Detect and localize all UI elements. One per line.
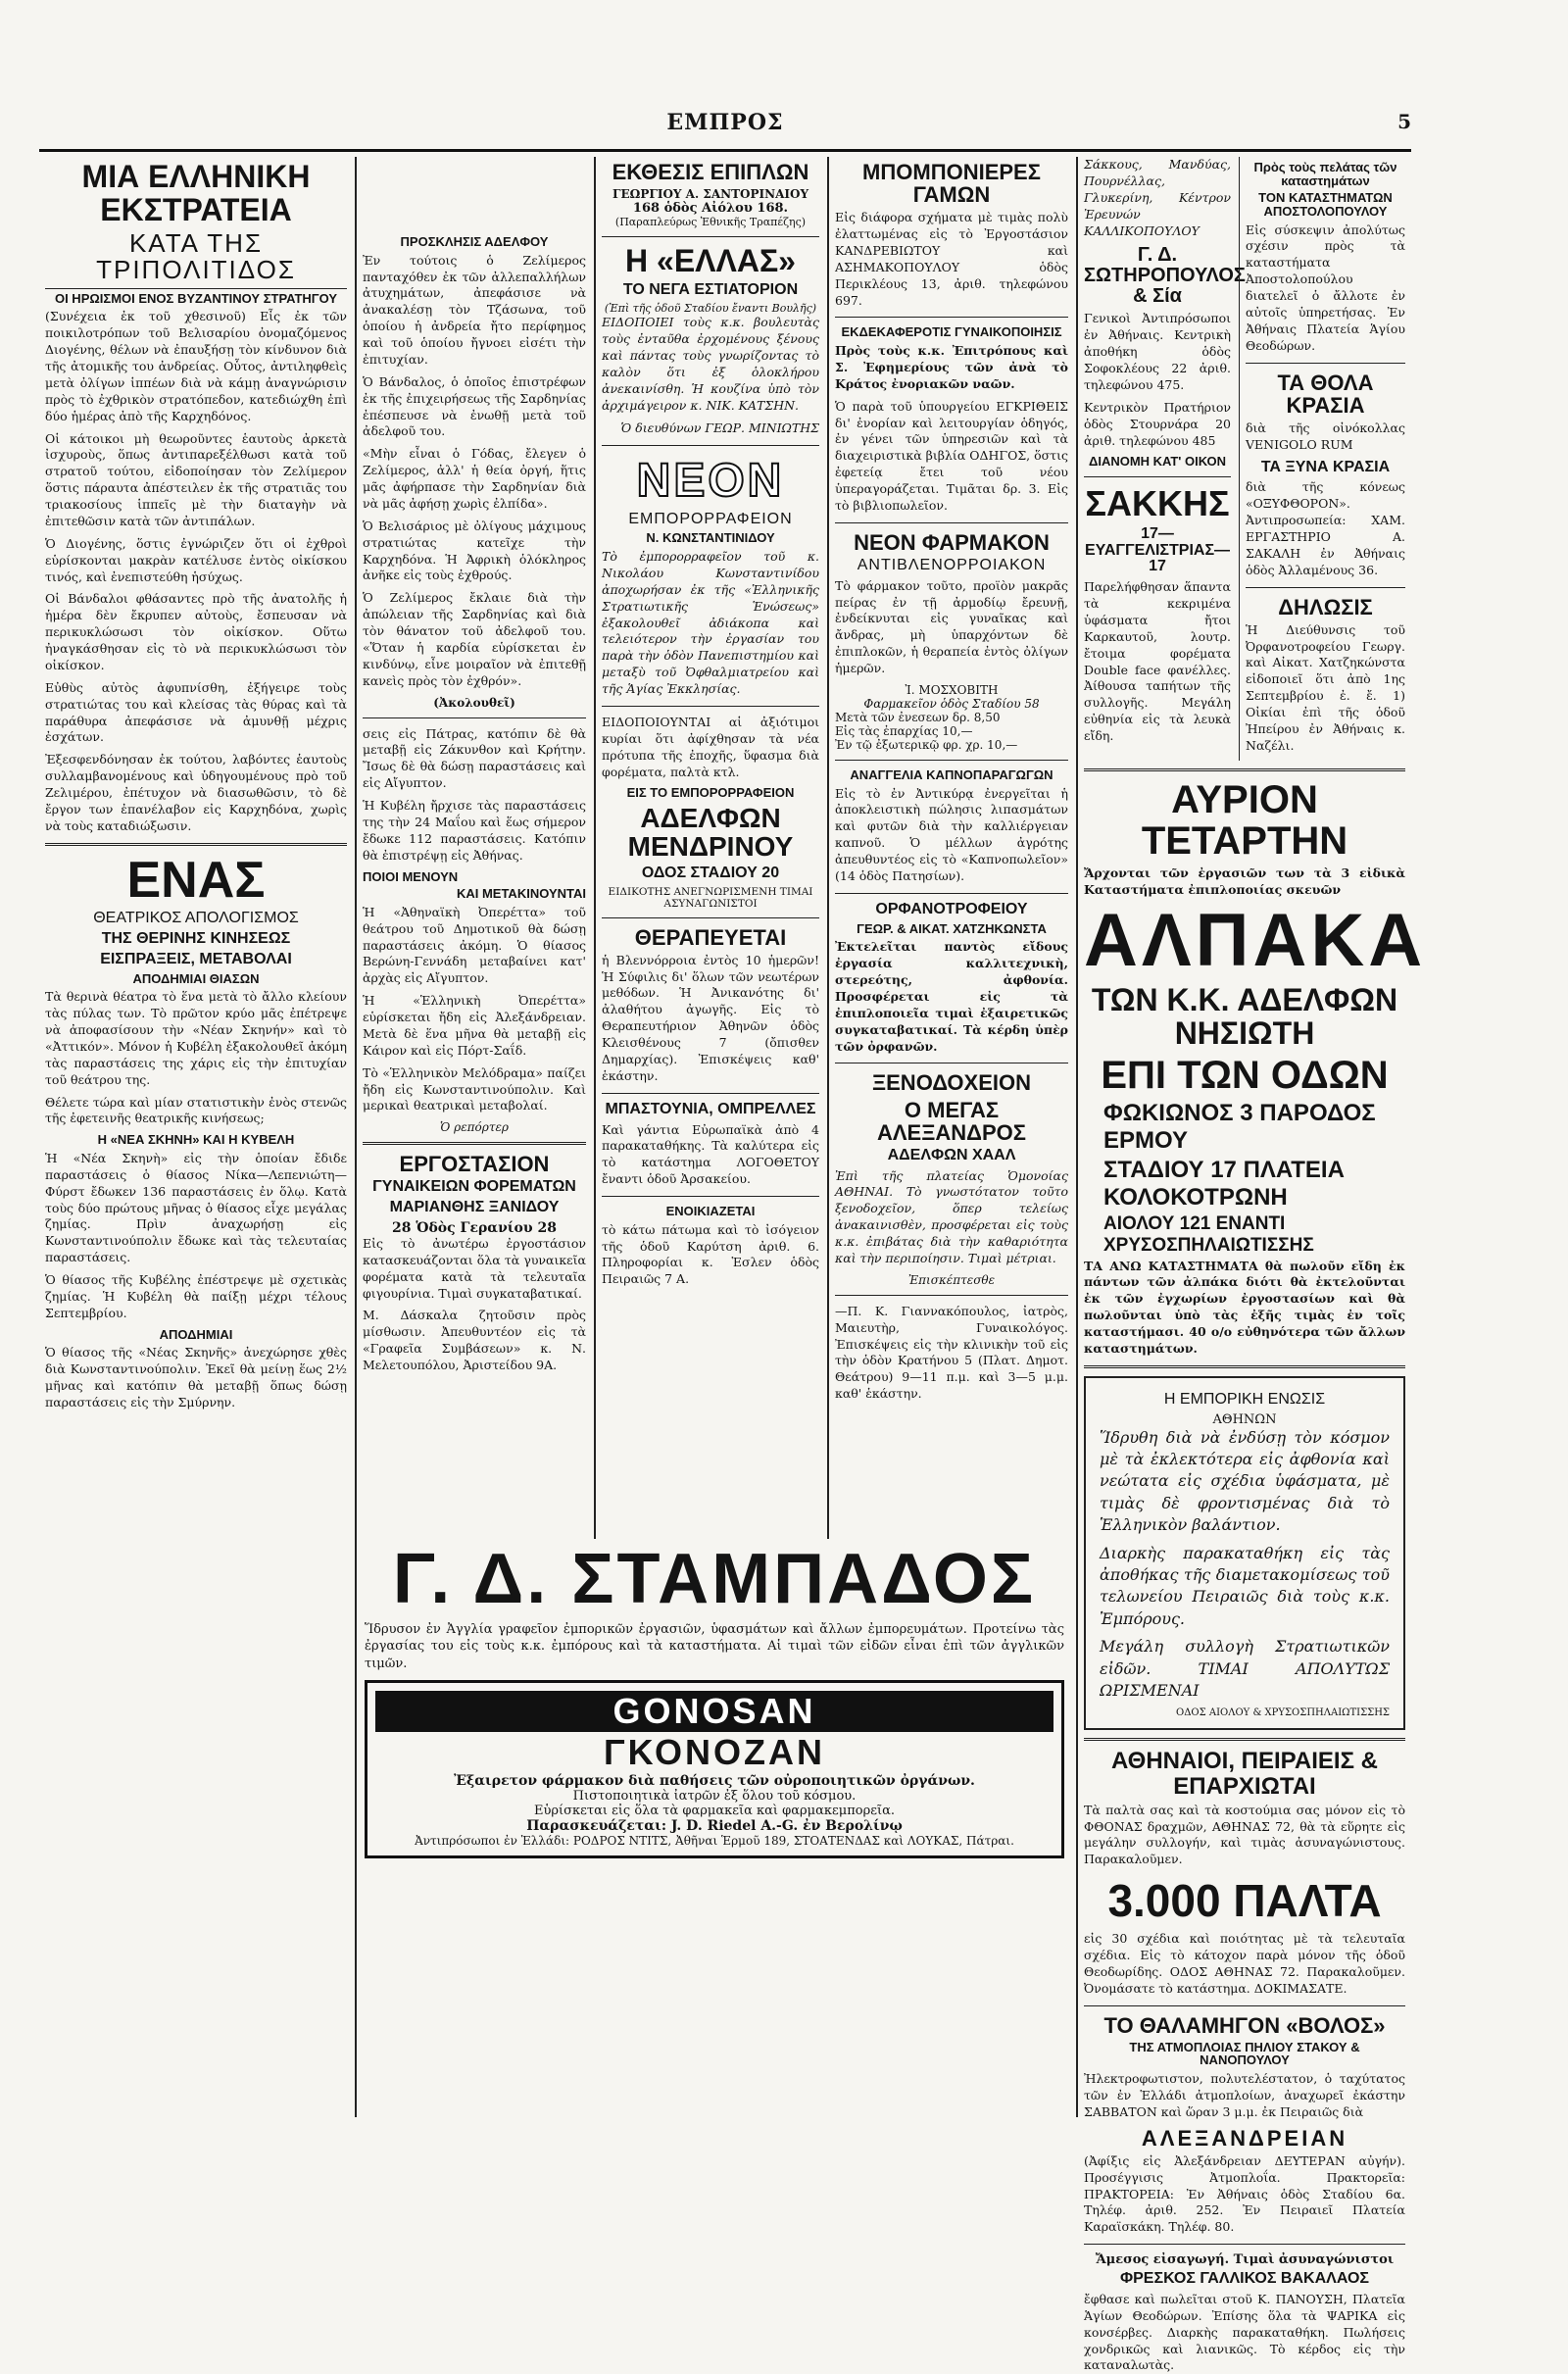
ad-headline: ΜΑΡΙΑΝΘΗΣ ΞΑΝΙΔΟΥ: [389, 1199, 560, 1216]
ad-text: Ἐξαιρετον φάρμακον διὰ παθήσεις τῶν οὐροποιητικῶν ὀργάνων.: [454, 1773, 975, 1790]
ad-subheadline: ΤΑ ΞΥΝΑ ΚΡΑΣΙΑ: [1260, 458, 1391, 475]
ad-subheadline: ΤΩΝ Κ.Κ. ΑΔΕΛΦΩΝ ΝΗΣΙΩΤΗ: [1091, 982, 1398, 1051]
ad-text: Εἰς τὸ ἀνωτέρω ἐργοστάσιον κατασκευάζονται ὅλα τὰ γυναικεῖα φορέματα κατὰ τὰ τελευταῖα φιγουρίνια. Τιμαὶ συγκαταβατικαί.: [363, 1235, 586, 1301]
ad-headline: Ο ΜΕΓΑΣ ΑΛΕΞΑΝΔΡΟΣ: [877, 1097, 1026, 1145]
ad-subheadline: ΤΟΝ ΚΑΤΑΣΤΗΜΑΤΩΝ ΑΠΟΣΤΟΛΟΠΟΥΛΟΥ: [1258, 190, 1393, 219]
ad-headline: ΕΡΓΟΣΤΑΣΙΟΝ: [399, 1152, 550, 1177]
ad-text: Ἡ Διεύθυνσις τοῦ Ὀρφανοτροφείου Γεωργ. καὶ Αἰκατ. Χατζηκώνστα εἰδοποιεῖ ὅτι ἀπὸ 1ης Σεπτεμβρίου ἐ. ἔ. 1) Οἰκίαι ἐπὶ τῆς ὁδοῦ Ἠπείρου ἐν Ἀθήναις κ. Ναζέλι.: [1246, 621, 1405, 753]
article-paragraph: Ἐν τούτοις ὁ Ζελίμερος πανταχόθεν ἐκ τῶν ἀλλεπαλλήλων ἀτυχημάτων, ἀπεφάσισε νὰ ἀνακαλέσῃ τὸν Τζάσωνα, τοῦ ὁποίου ἡ ἀνδρεία ἤτο περίφημος καὶ τοῦ ὁποίου ἤγνοει εἰσέτι τὴν ἐπιτυχίαν.: [363, 252, 586, 367]
article-paragraph: Ὁ Ζελίμερος ἔκλαιε διὰ τὴν ἀπώλειαν τῆς Σαρδηνίας καὶ διὰ τὸν θάνατον τοῦ ἀδελφοῦ του. «Ὅταν ἡ καρδία εὑρίσκεται ἐν κινδύνῳ, εἶνε μοιραῖον νὰ ἐπιτεθῇ κανεὶς πρὸς τὸν ἐχθρόν».: [363, 590, 586, 688]
ad-text: Μ. Δάσκαλα ζητοῦσιν πρὸς μίσθωσιν. Ἀπευθυντέον εἰς τὰ «Γραφεῖα Συμβάσεων» κ. Ν. Μελετουπόλου, Ἀριστείδου 9Α.: [363, 1308, 586, 1373]
ad-subheadline: ΤΟ ΝΕΓΑ ΕΣΤΙΑΤΟΡΙΟΝ: [622, 280, 799, 298]
ad-headline: ΑΝΑΓΓΕΛΙΑ ΚΑΠΝΟΠΑΡΑΓΩΓΩΝ: [850, 767, 1054, 782]
divider: [1084, 1365, 1405, 1368]
ad-address: ΣΤΑΔΙΟΥ 17 ΠΛΑΤΕΙΑ ΚΟΛΟΚΟΤΡΩΝΗ: [1103, 1156, 1345, 1211]
ad-headline: ΓΥΝΑΙΚΕΙΩΝ ΦΟΡΕΜΑΤΩΝ: [372, 1178, 576, 1196]
newspaper-title: ΕΜΠΡΟΣ: [666, 110, 784, 135]
ad-name: ΑΔΕΛΦΩΝ ΧΑΑΛ: [887, 1146, 1016, 1163]
ad-text: ΕΙΔΟΠΟΙΟΥΝΤΑΙ αἱ ἀξιότιμοι κυρίαι ὅτι ἀφίχθησαν τὰ νέα πρότυπα τῆς ἐποχῆς, ὕφασμα διὰ φορέματα, παλτὰ κτλ.: [602, 714, 819, 779]
ad-headline: ΑΘΗΝΑΙΟΙ, ΠΕΙΡΑΙΕΙΣ & ΕΠΑΡΧΙΩΤΑΙ: [1110, 1748, 1378, 1800]
ad-headline: ΕΚΘΕΣΙΣ ΕΠΙΠΛΩΝ: [612, 160, 809, 184]
price-line: Εἰς τὰς ἐπαρχίας 10,—: [835, 723, 973, 738]
article-subheadline: ΑΠΟΔΗΜΙΑΙ ΘΙΑΣΩΝ: [132, 970, 260, 986]
article-paragraph: Ἡ «Ἀθηναϊκὴ Ὀπερέττα» τοῦ θεάτρου τοῦ Δημοτικοῦ θὰ δώσῃ παραστάσεις ἀκόμη. Ὁ θίασος Βερώνη-Γεννάδη μεταβαίνει κατ' ἀρχὰς εἰς Αἴγυπτον.: [363, 904, 586, 986]
article-paragraph: Οἱ κάτοικοι μὴ θεωροῦντες ἑαυτοὺς ἀρκετὰ ἰσχυροὺς, ὅπως ἀντιπαρεξέλθωσι κατὰ τοῦ στρατοῦ τούτου, εἰδοποίησαν τὸν Ζελίμερον ὅστις πάραυτα ἀπέστειλεν ἐκ τῆς στρατιᾶς του τριακοσίους ἱππεῖς μὲ τὴν διαταγὴν νὰ ἐπιτεθῶσιν κατὰ τῶν ἀντιπάλων.: [45, 430, 347, 528]
divider: [835, 522, 1068, 523]
ad-text: Κεντρικὸν Πρατήριον ὁδὸς Στουρνάρα 20 ἀριθ. τηλεφώνου 485: [1084, 399, 1231, 448]
ad-headline: ΜΠΟΜΠΟΝΙΕΡΕΣ ΓΑΜΩΝ: [862, 160, 1041, 208]
ad-address: ΟΔΟΣ ΣΤΑΔΙΟΥ 20: [641, 864, 780, 881]
ad-text: διὰ τῆς οἰνόκολλας VENIGOLO RUM: [1246, 420, 1405, 452]
ad-signature: Ὁ διευθύνων ΓΕΩΡ. ΜΙΝΙΩΤΗΣ: [620, 420, 819, 435]
divider: [1084, 476, 1231, 477]
ad-subheadline: ΕΙΣ ΤΟ ΕΜΠΟΡΟΡΡΑΦΕΙΟΝ: [626, 785, 795, 801]
ad-address: ΦΩΚΙΩΝΟΣ 3 ΠΑΡΟΔΟΣ ΕΡΜΟΥ: [1103, 1099, 1376, 1154]
ad-headline: ΦΡΕΣΚΟΣ ΓΑΛΛΙΚΟΣ ΒΑΚΑΛΑΟΣ: [1120, 2270, 1369, 2288]
article-paragraph: Τὰ θερινὰ θέατρα τὸ ἕνα μετὰ τὸ ἄλλο κλείουν τὰς πύλας των. Τὸ πρῶτον κρύο μᾶς ἐπέτρεψε νὰ ἀποφασίσουν τὴν «Νέαν Σκηνήν» καὶ τὸ «Ἀττικόν». Μόνον ἡ Κυβέλη ἐξακολουθεῖ ἀκόμη τὰς παραστάσεις της χάρις εἰς τὴν ἐπιτυχίαν τοῦ θεάτρου της.: [45, 989, 347, 1087]
divider: [1084, 768, 1405, 771]
ad-subheadline: ΤΗΣ ΑΤΜΟΠΛΟΙΑΣ ΠΗΛΙΟΥ ΣΤΑΚΟΥ & ΝΑΝΟΠΟΥΛΟΥ: [1129, 2039, 1360, 2068]
ad-brand: GONOSAN: [375, 1691, 1054, 1732]
ad-headline: Η «ΕΛΛΑΣ»: [625, 243, 796, 279]
byline: Ὁ ρεπόρτερ: [440, 1120, 509, 1135]
article-paragraph: Εὐθὺς αὐτὸς ἀφυπνίσθη, ἐξήγειρε τοὺς στρατιώτας του καὶ κλείσας τὰς θύρας καὶ τὰ παράθυρα ἀπεφάσισε νὰ ἀμυνθῇ μέχρις ἐσχάτων.: [45, 679, 347, 745]
ad-text: ΤΑ ΑΝΩ ΚΑΤΑΣΤΗΜΑΤΑ θὰ πωλοῦν εἴδη ἐκ πάντων τῶν ἀλπάκα διότι θὰ ἐκτελοῦνται ἐκ τῶν ἐγχωρίων ἐργοστασίων καὶ θὰ πωλοῦνται ὑπὸ τὰς ἐξῆς τιμὰς ἐν τοῖς καταστήμασι. 40 ο/ο εὐθηνότερα τῶν ἄλλων καταστημάτων.: [1084, 1258, 1405, 1356]
ad-name: ΓΕΩΡΓΙΟΥ Α. ΣΑΝΤΟΡΙΝΑΙΟΥ: [612, 187, 809, 202]
ad-text: Τὸ φάρμακον τοῦτο, προϊὸν μακρᾶς πείρας ἐν τῇ ἀρμοδίῳ ἔρευνῇ, ἐνδείκνυται εἰς γυναῖκας καὶ ἄνδρας, μὴ ὑπαρχόντων δὲ ἐπιπλοκῶν, ἡ θεραπεία ἐντὸς ὀλίγων ἡμερῶν.: [835, 577, 1068, 676]
ad-note: ΕΙΔΙΚΟΤΗΣ ΑΝΕΓΝΩΡΙΣΜΕΝΗ ΤΙΜΑΙ ΑΣΥΝΑΓΩΝΙΣΤΟΙ: [608, 885, 813, 910]
ad-headline: ΑΥΡΙΟΝ ΤΕΤΑΡΤΗΝ: [1141, 777, 1348, 863]
ad-headline: 3.000 ΠΑΛΤΑ: [1107, 1875, 1382, 1927]
article-paragraph: Ἡ «Ἑλληνικὴ Ὀπερέττα» εὑρίσκεται ἤδη εἰς Ἀλεξάνδρειαν. Μετὰ δὲ ἕνα μῆνα θὰ μεταβῇ εἰς Κάιρον καὶ εἰς Πόρτ-Σαΐδ.: [363, 993, 586, 1058]
article-paragraph: Ἡ Κυβέλη ἤρχισε τὰς παραστάσεις της τὴν 24 Μαΐου καὶ ἕως σήμερον ἔδωκε 112 παραστάσεις. Κατόπιν θὰ ἐπιστρέψῃ εἰς Ἀθήνας.: [363, 798, 586, 863]
article-paragraph: σεις εἰς Πάτρας, κατόπιν δὲ θὰ μεταβῇ εἰς Ζάκυνθον καὶ Κρήτην. Ἴσως δὲ θὰ δώσῃ παραστάσεις καὶ εἰς Αἴγυπτον.: [363, 725, 586, 791]
divider: [1246, 363, 1405, 364]
article-paragraph: Τὸ «Ἑλληνικὸν Μελόδραμα» παίζει ἤδη εἰς Κωνσταντινούπολιν. Καὶ μερικαὶ θεατρικαὶ μεταβολαί.: [363, 1064, 586, 1113]
ad-brand: ΑΛΠΑΚΑ: [1084, 899, 1427, 983]
ad-headline: ΝΕΟΝ: [636, 454, 785, 507]
ad-headline: ΔΗΛΩΣΙΣ: [1278, 594, 1373, 619]
ad-text: Διαρκὴς παρακαταθήκη εἰς τὰς ἀποθήκας τῆς διαμετακομίσεως τοῦ τελωνείου Πειραιῶς διὰ τοὺς κ.κ. Ἐμπόρους.: [1100, 1543, 1390, 1628]
section-subheading: ΑΠΟΔΗΜΙΑΙ: [159, 1326, 233, 1342]
ad-headline: ΝΕΟΝ ΦΑΡΜΑΚΟΝ: [854, 529, 1050, 555]
ad-subheadline: ΔΙΑΝΟΜΗ ΚΑΤ' ΟΙΚΟΝ: [1088, 454, 1227, 470]
ad-headline: ΤΑ ΘΟΛΑ ΚΡΑΣΙΑ: [1277, 370, 1374, 418]
ad-text: Ἄμεσος εἰσαγωγή. Τιμαὶ ἀσυναγώνιστοι: [1095, 2252, 1395, 2268]
ad-text: ΕΙΔΟΠΟΙΕΙ τοὺς κ.κ. βουλευτὰς τοὺς ἐνταῦθα ἐρχομένους ξένους καὶ πάντας τοὺς γνωρίζοντας τὸ καλὸν ὅτι ἐξ ὁλοκλήρου ἀνεκαινίσθη. Ἡ κουζίνα ὑπὸ τὸν ἀρχιμάγειρον κ. ΝΙΚ. ΚΑΤΣΗΝ.: [602, 315, 819, 413]
section-subheading: Η «ΝΕΑ ΣΚΗΝΗ» ΚΑΙ Η ΚΥΒΕΛΗ: [97, 1132, 295, 1148]
ad-headline: ΘΕΡΑΠΕΥΕΤΑΙ: [634, 924, 787, 950]
divider: [835, 760, 1068, 761]
price-line: Ἐν τῷ ἐξωτερικῷ φρ. χρ. 10,—: [835, 737, 1018, 752]
price-line: Μετὰ τῶν ἐνεσεων δρ. 8,50: [835, 710, 1001, 724]
divider: [602, 236, 819, 237]
article-subheadline: ΤΗΣ ΘΕΡΙΝΗΣ ΚΙΝΗΣΕΩΣ: [101, 930, 291, 948]
divider: [835, 317, 1068, 318]
divider: [602, 445, 819, 446]
ad-text: Πιστοποιητικὰ ἰατρῶν ἐξ ὅλου τοῦ κόσμου.: [572, 1789, 857, 1805]
ad-headline: Πρὸς τοὺς πελάτας τῶν καταστημάτων: [1253, 160, 1397, 188]
article-paragraph: «Μὴν εἶναι ὁ Γόδας, ἔλεγεν ὁ Ζελίμερος, ἀλλ' ἡ θεία ὀργή, ἥτις μᾶς ἀφήρπασε τὴν Σαρδηνίαν διὰ νὰ μᾶς ἀφήσῃ χωρὶς ἐλπίδα».: [363, 446, 586, 511]
article-paragraph: Ὁ θίασος τῆς Κυβέλης ἐπέστρεψε μὲ σχετικὰς ζημίας. Ἡ Κυβέλη θὰ παίξῃ μέχρι τέλους Σεπτεμβρίου.: [45, 1272, 347, 1320]
ad-text: Ἐκτελεῖται παντὸς εἴδους ἐργασία καλλιτεχνικὴ, στερεότης, ἀφθονία. Προσφέρεται εἰς τὰ ἐπιπλοποιεῖα τιμαὶ ἐξαιρετικῶς συγκαταβατικαί. Τὰ κέρδη ὑπὲρ τῶν ὀρφανῶν.: [835, 939, 1068, 1054]
ad-text: Παρασκευάζεται: J. D. Riedel A.-G. ἐν Βερολίνῳ: [526, 1818, 903, 1835]
ad-headline: Γ. Δ. ΣΩΤΗΡΟΠΟΥΛΟΣ & Σία: [1084, 244, 1246, 308]
article-paragraph: Ὁ Βάνδαλος, ὁ ὁποῖος ἐπιστρέφων ἐκ τῆς ἐπιχειρήσεως τῆς Σαρδηνίας ἐπέσπευσε νὰ ἐνωθῇ μετὰ τοῦ ἀδελφοῦ του.: [363, 373, 586, 439]
ad-text: τὸ κάτω πάτωμα καὶ τὸ ἰσόγειον τῆς ὁδοῦ Καρύτση ἀριθ. 6. Πληροφορίαι κ. Ἑσλεν ὁδὸς Πειραιῶς 7 Α.: [602, 1221, 819, 1287]
ad-text: Ἠλεκτροφωτιστον, πολυτελέστατον, ὁ ταχύτατος τῶν ἐν Ἑλλάδι ἀτμοπλοίων, ἀναχωρεῖ ἐκάστην ΣΑΒΒΑΤΟΝ καὶ ὥραν 3 μ.μ. ἐκ Πειραιῶς διὰ: [1084, 2071, 1405, 2119]
ad-text: Ἀντιπρόσωποι ἐν Ἑλλάδι: ΡΟΔΡΟΣ ΝΤΙΤΣ, Ἀθῆναι Ἑρμοῦ 189, ΣΤΟΑΤΕΝΔΑΣ καὶ ΛΟΥΚΑΣ, Πάτραι.: [415, 1834, 1014, 1849]
divider: [602, 917, 819, 918]
article-paragraph: (Συνέχεια ἐκ τοῦ χθεσινοῦ) Εἷς ἐκ τῶν ποικιλοτρόπων τοῦ Βελισαρίου ὀνομαζόμενος Διογένης, θέλων νὰ ἐπαυξήσῃ τὸν κίνδυνον διὰ τῆς ἀτομικῆς του ἀνδρείας. Οὗτος, ἀντιληφθεὶς μετὰ ὀλίγων ἱππέων διὰ νὰ κάμῃ ἀναγνώρισιν πρὸς τὸ ἐχθρικὸν στρατόπεδον, κατεδιώχθη ἐπὶ δύο ἡμέρας ἀπὸ τῆς Καρχηδόνος.: [45, 309, 347, 423]
ad-text: Ἄρχονται τῶν ἐργασιῶν των τὰ 3 εἰδικὰ Καταστήματα ἐπιπλοποιίας σκευῶν: [1084, 865, 1405, 897]
ad-text: ἔφθασε καὶ πωλεῖται στοῦ Κ. ΠΑΝΟΥΣΗ, Πλατεῖα Ἁγίων Θεοδώρων. Ἐπίσης ὅλα τὰ ΨΑΡΙΚΑ εἰς κονσέρβες. Διαρκὴς παρακαταθήκη. Πωλήσεις χονδρικῶς καὶ λιανικῶς. Τὸ κέρδος εἰς τὴν καταναλωτὰς.: [1084, 2291, 1405, 2373]
divider: [602, 1093, 819, 1094]
ad-box: [1084, 1376, 1405, 1730]
page-number: 5: [1397, 110, 1411, 133]
ad-headline: ΑΔΕΛΦΩΝ ΜΕΝΔΡΙΝΟΥ: [627, 803, 794, 863]
article-kicker: ΟΙ ΗΡΩΙΣΜΟΙ ΕΝΟΣ ΒΥΖΑΝΤΙΝΟΥ ΣΤΡΑΤΗΓΟΥ: [45, 288, 347, 306]
ad-text: ἡ Βλεννόρροια ἐντὸς 10 ἡμερῶν! Ἡ Σύφιλις δι' ὅλων τῶν νεωτέρων μεθόδων. Ἡ Ἀνικανότης δι' ἀλαθήτου ἀγωγῆς. Εἰς τὸ Θεραπευτήριον Ἀθηνῶν ὁδὸς Κλεισθένους 7 (ὄπισθεν Δημαρχίας). Ἐπισκέψεις καθ' ἑκάστην.: [602, 952, 819, 1083]
divider: [1084, 2005, 1405, 2006]
ad-destination: ΑΛΕΞΑΝΔΡΕΙΑΝ: [1141, 2125, 1348, 2151]
ad-text: Ἵδρυθη διὰ νὰ ἐνδύσῃ τὸν κόσμον μὲ τὰ ἐκλεκτότερα εἰς ἀφθονία καὶ νεώτατα εἰς σχέδια ὑφάσματα, μὲ τιμὰς δὲ φροντισμένας διὰ τὸ Ἑλληνικὸν βαλάντιον.: [1100, 1427, 1390, 1535]
article-paragraph: Ὁ θίασος τῆς «Νέας Σκηνῆς» ἀνεχώρησε χθὲς διὰ Κωνσταντινούπολιν. Ἐκεῖ θὰ μείνῃ ἕως 2½ μῆνας καὶ κατόπιν θὰ μεταβῇ ὅπως δώσῃ παραστάσεις εἰς τὴν Σμύρνην.: [45, 1345, 347, 1410]
ad-text: Τὸ ἐμπορορραφεῖον τοῦ κ. Νικολάου Κωνσταντινίδου ἀποχωρήσαν ἐκ τῆς «Ἑλληνικῆς Στρατιωτικῆς Ἑνώσεως» ἐξακολουθεῖ ἀδιάκοπα καὶ τελειότερον τὴν ἐργασίαν του παρὰ τὴν ὁδὸν Πανεπιστημίου καὶ μεταξὺ τοῦ Ὀφθαλμιατρείου καὶ τῆς Ἁγίας Ἐκκλησίας.: [602, 549, 819, 697]
section-subheading: ΠΟΙΟΙ ΜΕΝΟΥΝ: [363, 868, 459, 884]
ad-headline: Η ΕΜΠΟΡΙΚΗ ΕΝΩΣΙΣ: [1163, 1390, 1326, 1408]
ad-headline: ΞΕΝΟΔΟΧΕΙΟΝ: [871, 1070, 1032, 1096]
ad-signature: Ἰ. ΜΟΣΧΟΒΙΤΗ: [905, 682, 999, 697]
ad-text: Μεγάλη συλλογὴ Στρατιωτικῶν εἰδῶν. ΤΙΜΑΙ ΑΠΟΛΥΤΩΣ ΩΡΙΣΜΕΝΑΙ: [1100, 1637, 1390, 1700]
article-paragraph: Ὁ Διογένης, ὅστις ἐγνώριζεν ὅτι οἱ ἐχθροὶ εὑρίσκονται μακρὰν κατέλυσε ἐντὸς οἰκίσκου τινός, καὶ ἐνεπιστεύθη ἡσύχως.: [45, 535, 347, 584]
article-subheadline: ΕΙΣΠΡΑΞΕΙΣ, ΜΕΤΑΒΟΛΑΙ: [100, 950, 292, 967]
ad-subheadline: ΓΕΩΡ. & ΑΙΚΑΤ. ΧΑΤΖΗΚΩΝΣΤΑ: [857, 920, 1047, 936]
column-1: [39, 157, 353, 2117]
ad-text: Πρὸς τοὺς κ.κ. Ἐπιτρόπους καὶ Σ. Ἐφημερίους τῶν ἀνὰ τὸ Κράτος ἐνοριακῶν ναῶν.: [835, 343, 1068, 391]
divider: [363, 1142, 586, 1145]
ad-address: ΟΔΟΣ ΑΙΟΛΟΥ & ΧΡΥΣΟΣΠΗΛΑΙΩΤΙΣΣΗΣ: [1176, 1707, 1390, 1719]
article-paragraph: Θέλετε τώρα καὶ μίαν στατιστικὴν ἐνὸς στενῶς τῆς ἐφετεινῆς θεατρικῆς κινήσεως;: [45, 1094, 347, 1126]
article-headline: ΜΙΑ ΕΛΛΗΝΙΚΗ ΕΚΣΤΡΑΤΕΙΑ: [81, 159, 311, 227]
ad-note: (Ἐπὶ τῆς ὁδοῦ Σταδίου ἔναντι Βουλῆς): [604, 302, 817, 316]
ad-text: Εὑρίσκεται εἰς ὅλα τὰ φαρμακεῖα καὶ φαρμακεμπορεῖα.: [534, 1804, 895, 1819]
divider: [1084, 2244, 1405, 2245]
ad-text: Τὰ παλτὰ σας καὶ τὰ κοστούμια σας μόνον εἰς τὸ ΦΘΟΝΑΣ δραχμῶν, ΑΘΗΝΑΣ 72, θὰ τὰ εὕρητε εἰς μεγάλην συλλογήν, καὶ τιμὰς ἀσυναγώνιστους. Παρακαλοῦμεν.: [1084, 1802, 1405, 1867]
ad-box: [365, 1680, 1064, 1858]
ad-brand: ΓΚΟΝΟΖΑΝ: [604, 1732, 825, 1773]
ad-headline: Γ. Δ. ΣΤΑΜΠΑΔΟΣ: [392, 1540, 1037, 1618]
ad-address: Φαρμακεῖον ὁδὸς Σταδίου 58: [863, 696, 1040, 711]
ad-address: 28 Ὁδὸς Γερανίου 28: [392, 1219, 557, 1236]
divider: [835, 893, 1068, 894]
ad-signature: Ἐπισκέπτεσθε: [907, 1272, 996, 1287]
divider: [835, 1295, 1068, 1296]
ad-text: Ὁ παρὰ τοῦ ὑπουργείου ΕΓΚΡΙΘΕΙΣ δι' ἐνορίαν καὶ λειτουργίαν ὁδηγός, ἐν γένει τῶν ὑπηρεσιῶν καὶ τὰ διαχειριστικὰ βιβλία ΟΔΗΓΟΣ, ὅστις ἐφετείᾳ ἔτει τοῦ νέου ὑπεραγοράζεται. Τιμᾶται δρ. 3. Εἰς τὸ βιβλιοπωλεῖον.: [835, 398, 1068, 513]
divider: [602, 1196, 819, 1197]
ad-text: διὰ τῆς κόνεως «ΟΞΥΦΘΟΡΟΝ». Ἀντιπροσωπεία: ΧΑΜ. ΕΡΓΑΣΤΗΡΙΟ Α. ΣΑΚΑΛΗ ἐν Ἀθήναις ὁδὸς Ἀλλαμένους 36.: [1246, 479, 1405, 577]
ad-headline: ΟΡΦΑΝΟΤΡΟΦΕΙΟΥ: [875, 900, 1028, 917]
ad-address: ΑΙΟΛΟΥ 121 ΕΝΑΝΤΙ ΧΡΥΣΟΣΠΗΛΑΙΩΤΙΣΣΗΣ: [1103, 1212, 1314, 1256]
ad-text: (Ἀφίξις εἰς Ἀλεξάνδρειαν ΔΕΥΤΕΡΑΝ αὐγήν). Προσέγγισις Ἀτμοπλοΐα. Πρακτορεῖα: ΠΡΑΚΤΟΡΕΙΑ: Ἐν Ἀθήναις ὁδὸς Σταδίου 6α. Τηλέφ. ἀριθ. 252. Ἐν Πειραιεῖ Πλατεία Καραϊσκάκη. Τηλέφ. 80.: [1084, 2152, 1405, 2235]
ad-text: Παρελήφθησαν ἅπαντα τὰ κεκριμένα ὑφάσματα ἤτοι Καρκαυτοῦ, λουτρ. ἔτοιμα φορέματα Double face φανέλλες. Ἀίθουσα ταπήτων τῆς συλλογῆς. Μεγάλη εὐθηνία εἰς τὰ λευκὰ εἴδη.: [1084, 579, 1231, 744]
article-paragraph: Ἡ «Νέα Σκηνὴ» εἰς τὴν ὁποίαν ἔδιδε παραστάσεις ὁ θίασος Νίκα—Λεπενιώτη—Φύρστ ἔδωκεν 136 παραστάσεις ἐν ὅλῳ. Κατὰ τοὺς δύο πρώτους μῆνας ὁ θίασος εἶχε μεγάλας ζημίας. Πρὶν ἀναχωρήσῃ εἰς Κωνσταντινούπολιν ἔδωκε καὶ τὰς τελευταίας παραστάσεις.: [45, 1150, 347, 1265]
ad-text: Καὶ γάντια Εὐρωπαϊκὰ ἀπὸ 4 παρακαταθήκης. Τὰ καλύτερα εἰς τὸ κατάστημα ΛΟΓΟΘΕΤΟΥ ἔναντι ὁδοῦ Ἀρσακείου.: [602, 1121, 819, 1187]
article-headline: ΕΝΑΣ: [126, 851, 266, 909]
ad-text: Ἵδρυσον ἐν Ἀγγλία γραφεῖον ἐμπορικῶν ἐργασιῶν, ὑφασμάτων καὶ ἄλλων ἐμπορευμάτων. Προτείνω τὰς ἐργασίας του εἰς τοὺς κ.κ. ἐμπόρους καὶ τὰ καταστήματα. Αἱ τιμαὶ τῶν εἰδῶν εἶναι ἐπὶ τῶν ἀγγλικῶν τιμῶν.: [365, 1621, 1064, 1671]
divider: [1246, 587, 1405, 588]
ad-text: Εἰς διάφορα σχήματα μὲ τιμὰς πολὺ ἐλαττωμένας εἰς τὸ Ἐργοστάσιον ΚΑΝΔΡΕΒΙΩΤΟΥ καὶ ΑΣΗΜΑΚΟΠΟΥΛΟΥ ὁδὸς Περικλέους 13, ἀριθ. τηλεφώνου 697.: [835, 210, 1068, 308]
column-5: [1078, 157, 1427, 2373]
ad-text: Γενικοὶ Ἀντιπρόσωποι ἐν Ἀθήναις. Κεντρικὴ ἀποθήκη ὁδὸς Σοφοκλέους 22 ἀριθ. τηλεφώνου 475.: [1084, 311, 1231, 392]
section-subheading: ΠΡΟΣΚΛΗΣΙΣ ΑΔΕΛΦΟΥ: [400, 234, 549, 249]
bottom-ad-area: [357, 1539, 1072, 2117]
continued-note: (Ἀκολουθεῖ): [433, 695, 515, 710]
ad-address: 168 ὁδὸς Αἰόλου 168.: [632, 201, 789, 217]
article-paragraph: Ἐξεσφενδόνησαν ἐκ τούτου, λαβόντες ἑαυτοὺς συλλαμβανομένους καὶ ὑδηγουμένους πρὸ τοῦ Ζελιμέρου, ἐπέτυχον νὰ διασωθῶσιν, τὸ δὲ ἔργον των ἐπανέλαβον εἰς Καρχηδόνα, χωρὶς νὰ τοὺς καταδιώξωσιν.: [45, 752, 347, 833]
ad-headline: ΜΠΑΣΤΟΥΝΙΑ, ΟΜΠΡΕΛΛΕΣ: [605, 1100, 816, 1117]
ad-text: Ἐπὶ τῆς πλατείας Ὁμονοίας ΑΘΗΝΑΙ. Τὸ γνωστότατον τοῦτο ξενοδοχεῖον, ὅπερ τελείως ἀνακαινισθὲν, προσφέρεται εἰς τοὺς κ.κ. ἐπιβάτας διὰ τὴν καθαριότητα καὶ τὴν περιποίησιν. Τιμαὶ μέτριαι.: [835, 1167, 1068, 1265]
divider: [1084, 1738, 1405, 1741]
ad-text: Σάκκους, Μανδύας, Πουρνέλλας, Γλυκερίνη, Κέντρον Ἐρευνών ΚΑΛΛΙΚΟΠΟΥΛΟΥ: [1084, 157, 1231, 238]
ad-text: εἰς 30 σχέδια καὶ ποιότητας μὲ τὰ τελευταῖα σχέδια. Εἰς τὸ κάτοχον παρὰ μόνον τῆς ὁδοῦ Θεοδωρίδης. ΟΔΟΣ ΑΘΗΝΑΣ 72. Παρακαλοῦμεν. Ὀνομάσατε τὸ κατάστημα. ΔΟΚΙΜΑΣΑΤΕ.: [1084, 1931, 1405, 1996]
article-paragraph: Ὁ Βελισάριος μὲ ὀλίγους μάχιμους στρατιώτας κατεῖχε τὴν Καρχηδόνα. Ἡ Ἀφρικὴ ὁλόκληρος ἀνῆκε εἰς τοὺς ἐχθρούς.: [363, 518, 586, 583]
ad-text: Εἰς τὸ ἐν Ἀντικύρᾳ ἐνεργεῖται ἡ ἀποκλειστικὴ πώλησις λιπασμάτων καὶ φυτῶν διὰ τὴν καλλιέργειαν καπνοῦ. Ὁ μέλλων ἀγρότης ἀπευθυντέος εἰς τὸ «Καπνοπωλεῖον» (14 ὁδὸς Πατησίων).: [835, 785, 1068, 883]
ad-name: Ν. ΚΩΝΣΤΑΝΤΙΝΙΔΟΥ: [646, 530, 775, 546]
divider: [45, 843, 347, 846]
divider: [363, 717, 586, 718]
section-subheading: ΚΑΙ ΜΕΤΑΚΙΝΟΥΝΤΑΙ: [456, 886, 586, 902]
ad-subheadline: ΕΜΠΟΡΟΡΡΑΦΕΙΟΝ: [628, 510, 793, 527]
ad-subheadline: 17—ΕΥΑΓΓΕΛΙΣΤΡΙΑΣ—17: [1084, 524, 1231, 575]
article-subheadline: ΘΕΑΤΡΙΚΟΣ ΑΠΟΛΟΓΙΣΜΟΣ: [93, 910, 299, 927]
ad-subheadline: ΑΘΗΝΩΝ: [1212, 1411, 1277, 1427]
ad-note: (Παραπλεύρως Ἐθνικῆς Τραπέζης): [614, 216, 807, 229]
ad-subheadline: ΕΠΙ ΤΩΝ ΟΔΩΝ: [1101, 1053, 1389, 1097]
ad-headline: ΣΑΚΚΗΣ: [1085, 483, 1230, 524]
article-paragraph: Οἱ Βάνδαλοι φθάσαντες πρὸ τῆς ἀνατολῆς ἡ ἡμέρα δὲν ἔκρυπεν αὐτοὺς, ἔσπευσαν νὰ περικυκλώσωσι τὸν οἰκίσκον. Οὕτω ἠναγκάσθησαν εἰς τὸ νὰ περικυκλώσωσι τὸν οἰκίσκον.: [45, 591, 347, 672]
ad-text: —Π. Κ. Γιαννακόπουλος, ἰατρὸς, Μαιευτὴρ, Γυναικολόγος. Ἐπισκέψεις εἰς τὴν κλινικὴν τοῦ εἰς τὴν ὁδὸν Κρατήνου 5 (Πλατ. Δημοτ. Θεάτρου) 9—11 π.μ. καὶ 3—5 μ.μ. καθ' ἑκάστην.: [835, 1303, 1068, 1402]
article-subheadline: ΚΑΤΑ ΤΗΣ ΤΡΙΠΟΛΙΤΙΔΟΣ: [96, 228, 296, 285]
ad-headline: ΕΝΟΙΚΙΑΖΕΤΑΙ: [665, 1204, 756, 1219]
divider: [602, 706, 819, 707]
ad-text: Εἰς σύσκεψιν ἀπολύτως σχέσιν πρὸς τὰ καταστήματα Ἀποστολοπούλου διατελεῖ ὁ ἄλλοτε ἐν αὐτοῖς ὑπηρετήσας. Ἐν Ἀθήναις Πλατεία Ἁγίου Θεοδώρων.: [1246, 222, 1405, 353]
ad-headline: ΕΚΔΕΚΑΦΕΡΟΤΙΣ ΓΥΝΑΙΚΟΠΟΙΗΣΙΣ: [841, 324, 1062, 340]
ad-subheadline: ΑΝΤΙΒΛΕΝΟΡΡΟΙΑΚΟΝ: [857, 556, 1047, 573]
page-header: [39, 110, 1411, 152]
ad-headline: ΤΟ ΘΑΛΑΜΗΓΟΝ «ΒΟΛΟΣ»: [1103, 2012, 1386, 2038]
